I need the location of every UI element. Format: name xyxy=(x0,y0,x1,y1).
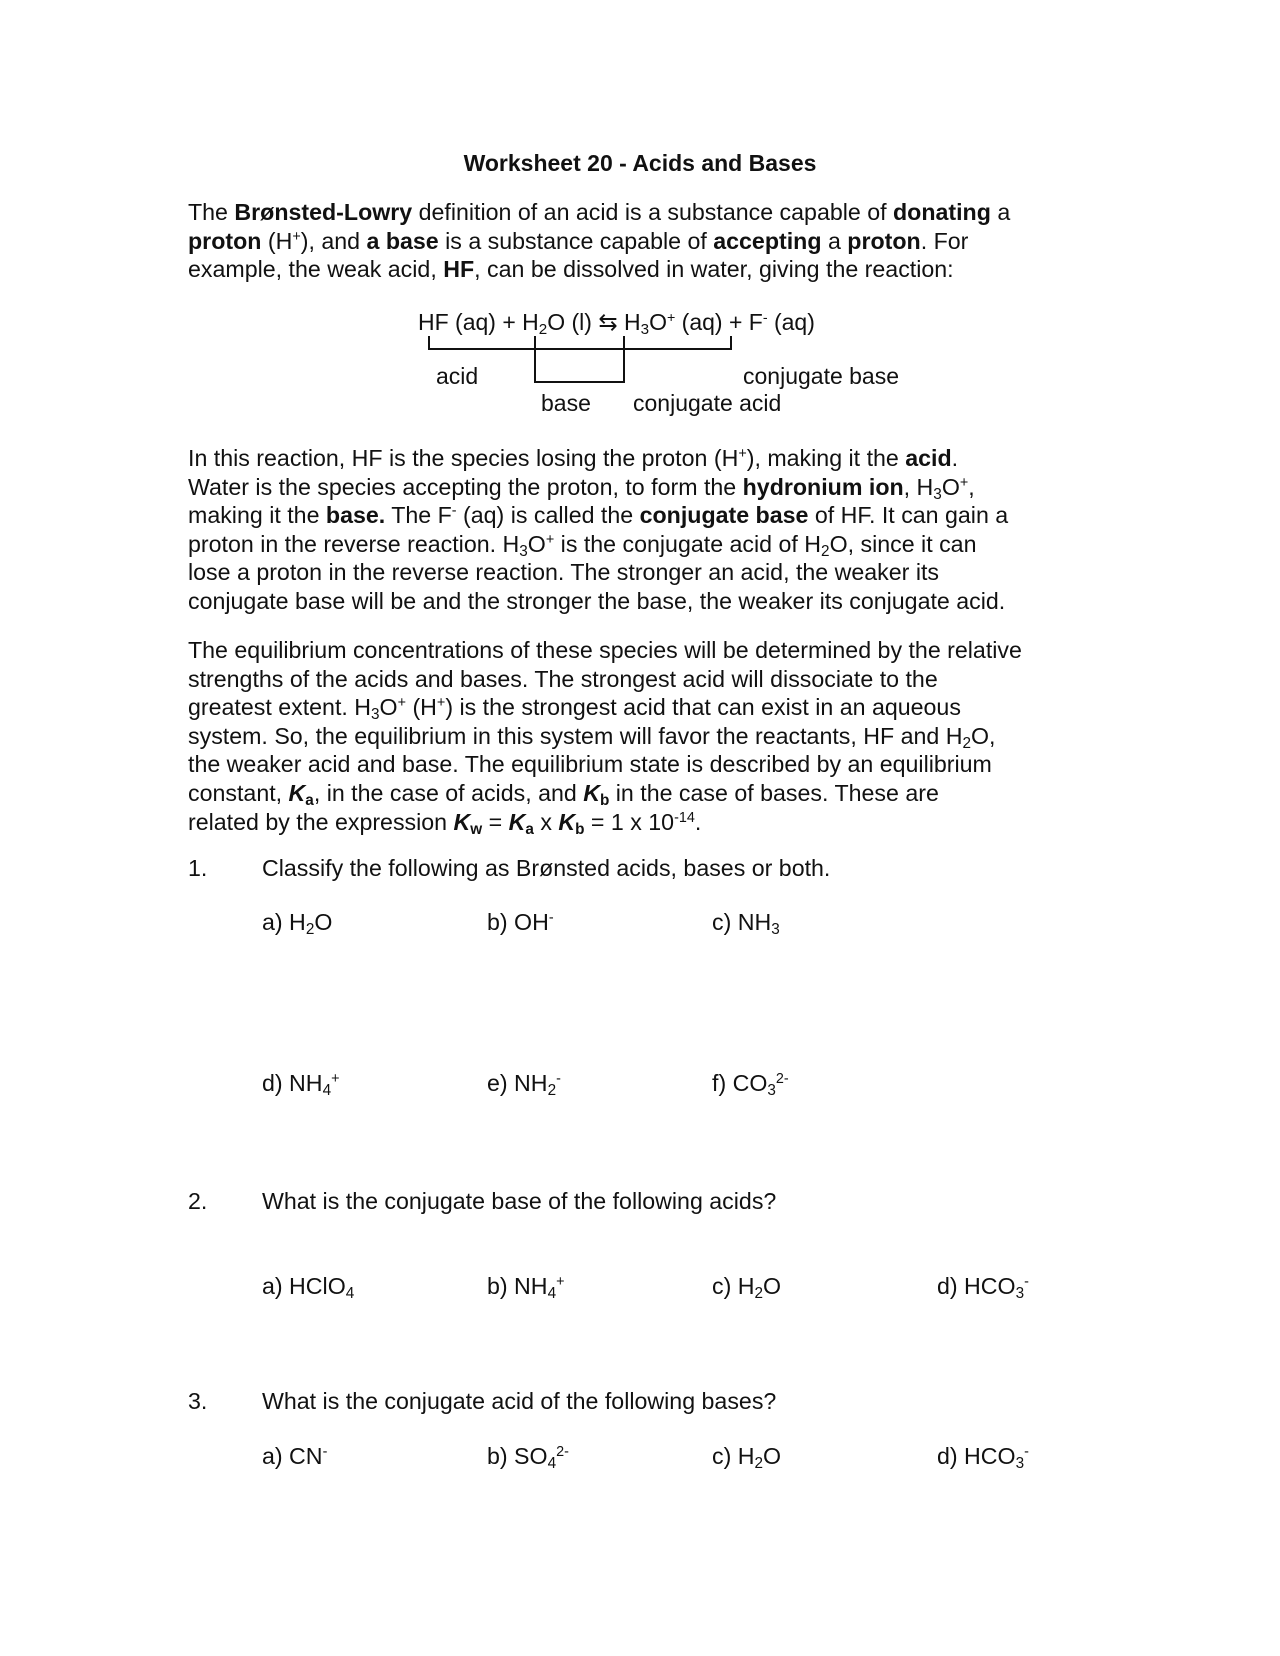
paragraph-line: proton in the reverse reaction. $H_3O^+$ is the conjugate acid of $H_2O$, since it can xyxy=(188,530,977,560)
option-a: a) $H_2O$ xyxy=(262,909,333,938)
paragraph-line: In this reaction, HF is the species losing the proton (H+), making it the acid. xyxy=(188,445,959,471)
label-acid: acid xyxy=(436,363,479,389)
bracket-base-conjacid-line xyxy=(534,381,625,383)
paragraph-line: system. So, the equilibrium in this system will favor the reactants, HF and $H_2O$, xyxy=(188,722,996,752)
option-f: f) $CO_3^{2-}$ xyxy=(712,1070,789,1099)
bracket-conjacid-tick xyxy=(623,336,625,383)
bracket-conjbase-tick xyxy=(730,336,732,350)
paragraph-line: strengths of the acids and bases. The strongest acid will dissociate to the xyxy=(188,665,938,692)
page-title: Worksheet 20 - Acids and Bases xyxy=(463,150,817,176)
equilibrium-paragraph xyxy=(188,636,1108,836)
paragraph-line: example, the weak acid, HF, can be dissolved in water, giving the reaction: xyxy=(188,256,954,283)
option-d: d) $NH_4^+$ xyxy=(262,1070,340,1099)
option-d: d) $HCO_3^-$ xyxy=(937,1443,1029,1472)
intro-paragraph xyxy=(188,198,1108,284)
question-number: 2. xyxy=(188,1188,208,1214)
paragraph-line: The Brønsted-Lowry definition of an acid is a substance capable of donating a xyxy=(188,199,1011,225)
paragraph-line: lose a proton in the reverse reaction. The stronger an acid, the weaker its xyxy=(188,559,940,586)
option-a: a) HClO$_4$ xyxy=(262,1273,355,1302)
paragraph-line: proton (H+), and a base is a substance capable of accepting a proton. For xyxy=(188,227,969,254)
paragraph-line: related by the expression $K_w = K_a$ x $K_b = 1$ x $10^{-14}$. xyxy=(188,808,702,838)
option-a: a) CN- xyxy=(262,1443,328,1469)
question-number: 1. xyxy=(188,855,208,881)
label-conjugate-acid: conjugate acid xyxy=(633,390,782,416)
option-e: e) $NH_2^-$ xyxy=(487,1070,561,1099)
option-c: c) $H_2O$ xyxy=(712,1443,782,1472)
label-conjugate-base: conjugate base xyxy=(743,363,900,389)
label-base: base xyxy=(541,390,591,416)
paragraph-line: constant, $K_a$, in the case of acids, and $K_b$ in the case of bases. These are xyxy=(188,779,939,809)
option-c: c) $NH_3$ xyxy=(712,909,780,938)
option-b: b) $NH_4^+$ xyxy=(487,1273,565,1302)
paragraph-line: conjugate base will be and the stronger the base, the weaker its conjugate acid. xyxy=(188,587,1006,614)
reaction-equation: HF $(aq) + H_2O$ (l) ⇆ $H_3O^+$ (aq) + F- (aq) xyxy=(418,309,815,338)
question-text: What is the conjugate acid of the following bases? xyxy=(262,1388,777,1414)
option-b: b) OH- xyxy=(487,909,554,935)
paragraph-line: Water is the species accepting the proton, to form the hydronium ion, $H_3O^+$, xyxy=(188,473,975,503)
option-d: d) $HCO_3^-$ xyxy=(937,1273,1029,1302)
bracket-acid-conjbase-line xyxy=(428,348,732,350)
bracket-base-tick xyxy=(534,336,536,383)
option-c: c) $H_2O$ xyxy=(712,1273,782,1302)
paragraph-line: the weaker acid and base. The equilibrium state is described by an equilibrium xyxy=(188,751,992,778)
question-text: What is the conjugate base of the following acids? xyxy=(262,1188,777,1214)
question-text: Classify the following as Brønsted acids, bases or both. xyxy=(262,855,831,881)
question-number: 3. xyxy=(188,1388,208,1414)
explanation-paragraph xyxy=(188,444,1108,616)
paragraph-line: greatest extent. $H_3O^+$ (H+) is the strongest acid that can exist in an aqueous xyxy=(188,694,961,723)
option-b: b) $SO_4^{2-}$ xyxy=(487,1443,569,1472)
paragraph-line: The equilibrium concentrations of these species will be determined by the relative xyxy=(188,637,1022,663)
paragraph-line: making it the base. The F- (aq) is called the conjugate base of HF. It can gain a xyxy=(188,502,1009,529)
